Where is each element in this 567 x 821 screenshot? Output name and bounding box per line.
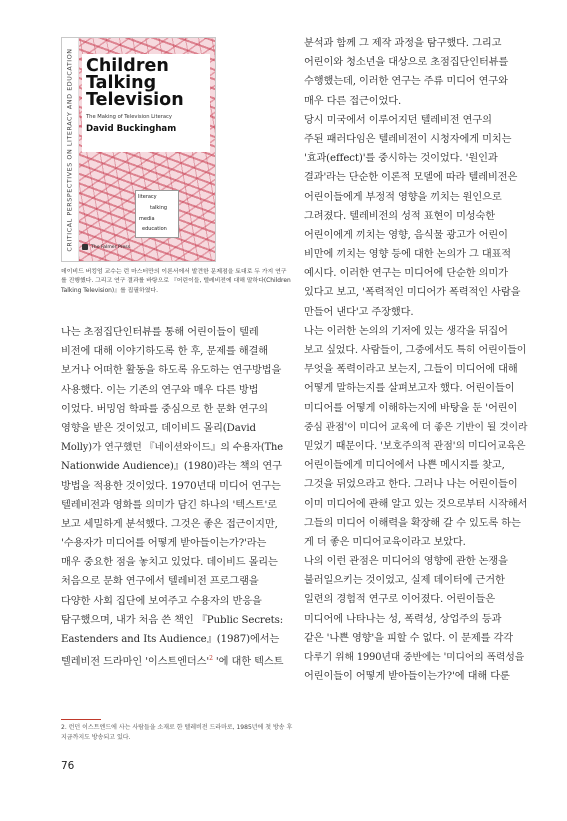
body-line: 나는 이러한 논의의 기저에 있는 생각을 뒤집어 <box>304 325 508 337</box>
body-line: 만들어 낸다'고 주장했다. <box>304 306 414 318</box>
body-line-text: '에 대한 텍스트 <box>212 656 284 668</box>
body-line: Eastenders and Its Audience』(1987)에서는 <box>61 634 280 645</box>
cover-publisher: The Falmer Press <box>91 245 131 250</box>
body-line: 방법을 적용한 것이었다. 1970년대 미디어 연구는 <box>61 480 281 492</box>
cover-series-text: CRITICAL PERSPECTIVES ON LITERACY AND EDUCATION <box>66 48 74 252</box>
cover-title-line: Talking <box>86 73 157 93</box>
body-line-with-footnote <box>61 649 285 668</box>
cover-subtitle: The Making of Television Literacy <box>86 114 172 120</box>
body-line: 어린이에게 끼치는 영향, 음식물 광고가 어린이 <box>304 229 508 241</box>
footnote-text: 2. 런던 이스트엔드에 사는 사람들을 소재로 한 텔레비전 드라마로, 1985년에 첫 방송 후 지금까지도 방송되고 있다. <box>61 724 293 741</box>
footnote-marker: 2 <box>209 655 213 663</box>
body-line: 예시다. 이러한 연구는 미디어에 단순한 의미가 <box>304 268 508 280</box>
body-line-text: 텔레비전 드라마인 '이스트엔더스' <box>61 656 210 668</box>
cover-word-box <box>135 190 179 238</box>
body-line: 탐구했으며, 내가 처음 쓴 책인 『Public Secrets: <box>61 614 284 626</box>
body-line: 매우 중요한 점을 놓치고 있었다. 데이비드 몰리는 <box>61 557 278 569</box>
body-line: 같은 '나쁜 영향'을 피할 수 없다. 이 문제를 각각 <box>304 632 513 644</box>
body-line: 그들의 미디어 이해력을 확장해 갈 수 있도록 하는 <box>304 517 521 529</box>
body-line: 미디어에 나타나는 성, 폭력성, 상업주의 등과 <box>304 613 502 625</box>
cover-title <box>86 58 210 109</box>
cover-author: David Buckingham <box>86 124 177 134</box>
body-line: 주된 패러다임은 텔레비전이 시청자에게 미치는 <box>304 133 512 145</box>
body-line: 어린이들이 어떻게 받아들이는가?'에 대해 다룬 <box>304 671 510 683</box>
body-line: 결과'라는 단순한 이론적 모델에 따라 텔레비전은 <box>304 172 518 184</box>
body-line: '수용자가 미디어를 어떻게 받아들이는가?'라는 <box>61 538 267 550</box>
body-line: 그것을 뒤었으라고 한다. 그러나 나는 어린이들이 <box>304 479 518 491</box>
book-cover-image <box>61 37 216 262</box>
left-column <box>61 323 285 668</box>
cover-box-word: media <box>139 216 155 222</box>
body-line: 믿었기 때문이다. '보호주의적 관점'의 미디어교육은 <box>304 440 526 452</box>
page-number: 76 <box>61 760 75 772</box>
body-line: 비만에 끼치는 영향 등에 대한 논의가 그 대표적 <box>304 249 512 261</box>
body-line: 보고 세밀하게 분석했다. 그것은 좋은 접근이지만, <box>61 518 278 530</box>
image-caption: 데이비드 버킹엄 교수는 런 마스터만의 이론서에서 발견한 문제점을 토대로 두 가지 연구를 진행했다. 그리고 연구 결과를 바탕으로 『어린이들, 텔레비전에 대해 말하다(Children Talking Television)』를 집필하였다. <box>61 269 291 294</box>
cover-title-line: Children <box>86 56 169 76</box>
cover-spine-strip <box>62 38 79 261</box>
body-line: 수행했는데, 이러한 연구는 주류 미디어 연구와 <box>304 76 508 88</box>
body-line: Nationwide Audience)』(1980)라는 책의 연구 <box>61 461 282 473</box>
body-line: 당시 미국에서 이루어지던 텔레비전 연구의 <box>304 114 492 126</box>
footnote <box>61 723 297 743</box>
body-line: 처음으로 문화 연구에서 텔레비전 프로그램을 <box>61 576 259 588</box>
publisher-logo-icon <box>82 244 88 250</box>
body-line: 매우 다른 접근이었다. <box>304 95 402 107</box>
body-line: 어린이와 청소년을 대상으로 초점집단인터뷰를 <box>304 57 509 69</box>
body-line: 미디어를 어떻게 이해하는지에 바탕을 둔 '어린이 <box>304 402 518 414</box>
cover-box-word: talking <box>150 205 168 211</box>
cover-title-line: Television <box>86 90 184 110</box>
cover-box-word: literacy <box>138 194 157 200</box>
body-line: 어린이들에게 미디어에서 나쁜 메시지를 찾고, <box>304 460 505 472</box>
body-line: Molly)가 연구했던 『네이션와이드』의 수용자(The <box>61 442 283 454</box>
body-line: '효과(effect)'를 중시하는 것이었다. '원인과 <box>304 153 498 165</box>
body-line: 비전에 대해 이야기하도록 한 후, 문제를 해결해 <box>61 346 269 358</box>
body-line: 다루기 위해 1990년대 중반에는 '미디어의 폭력성을 <box>304 652 525 663</box>
body-line: 텔레비전과 영화를 의미가 담긴 하나의 '텍스트'로 <box>61 499 277 511</box>
body-line: 보거나 어떠한 활동을 하도록 유도하는 연구방법을 <box>61 365 282 377</box>
body-line: 어린이들에게 부정적 영향을 끼치는 원인으로 <box>304 191 502 203</box>
body-line: 나는 초점집단인터뷰를 통해 어린이들이 텔레 <box>61 327 259 338</box>
body-line: 불러일으키는 것이었고, 실제 데이터에 근거한 <box>304 575 505 587</box>
right-column <box>304 34 528 686</box>
cover-box-word: education <box>142 226 167 232</box>
body-line: 영향을 받은 것이었고, 데이비드 몰리(David <box>61 422 256 434</box>
body-line: 이미 미디어에 관해 알고 있는 것으로부터 시작해서 <box>304 498 528 510</box>
body-line: 무엇을 폭력이라고 보는지, 그들이 미디어에 대해 <box>304 364 518 376</box>
body-line: 분석과 함께 그 제작 과정을 탐구했다. 그리고 <box>304 38 502 49</box>
body-line: 일련의 경험적 연구로 이어졌다. 어린이들은 <box>304 594 496 606</box>
body-line: 다양한 사회 집단에 보여주고 수용자의 반응을 <box>61 595 262 607</box>
body-line: 게 더 좋은 미디어교육이라고 보았다. <box>304 536 466 548</box>
footnote-divider <box>61 719 101 720</box>
body-line: 그려졌다. 텔레비전의 성적 표현이 미성숙한 <box>304 210 496 222</box>
body-line: 사용했다. 이는 기존의 연구와 매우 다른 방법 <box>61 384 259 396</box>
body-line: 있다고 보고, '폭력적인 미디어가 폭력적인 사람을 <box>304 287 521 299</box>
body-line: 이었다. 버밍엄 학파를 중심으로 한 문화 연구의 <box>61 403 269 415</box>
body-line: 나의 이런 관점은 미디어의 영향에 관한 논쟁을 <box>304 556 508 568</box>
body-line: 어떻게 말하는지를 살펴보고자 했다. 어린이들이 <box>304 383 515 395</box>
body-line: 보고 싶었다. 사람들이, 그중에서도 특히 어린이들이 <box>304 345 527 356</box>
body-line: 중심 관점'이 미디어 교육에 더 좋은 기반이 될 것이라 <box>304 421 528 433</box>
